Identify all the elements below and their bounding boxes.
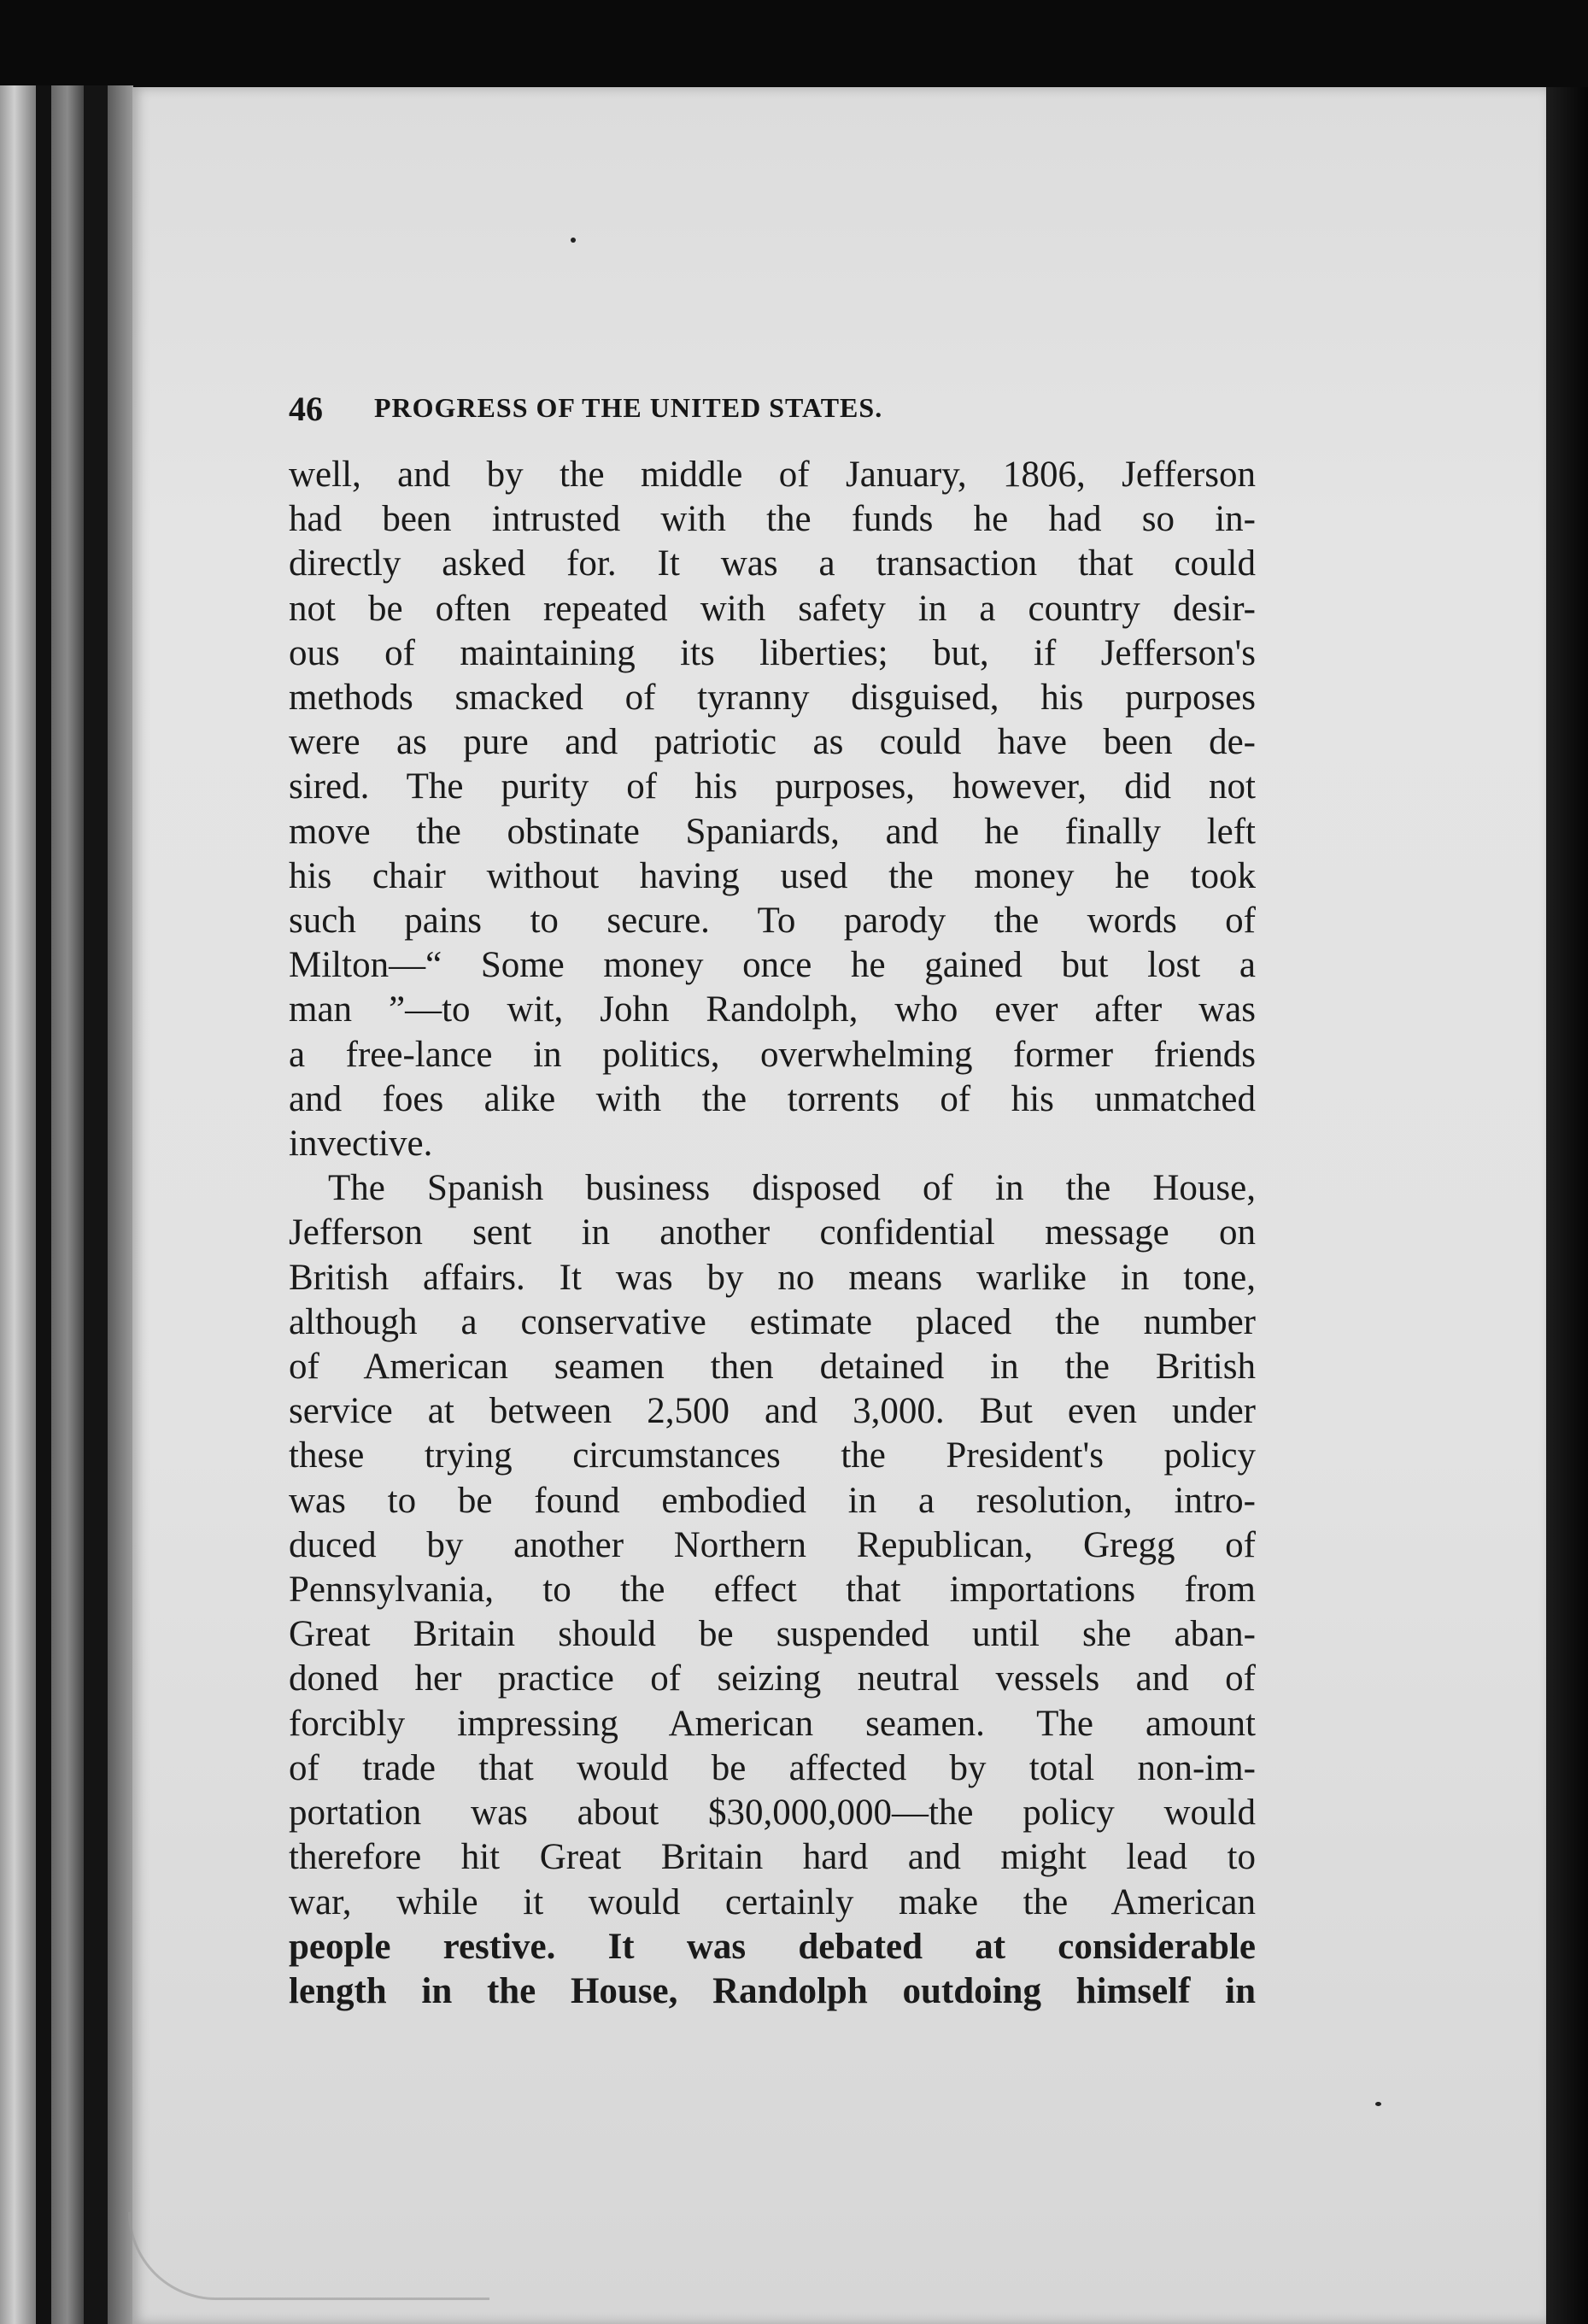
text-line: doned her practice of seizing neutral vessels and of: [289, 1658, 1256, 1699]
text-line: although a conservative estimate placed the number: [289, 1301, 1256, 1342]
text-line: were as pure and patriotic as could have been de-: [289, 722, 1256, 763]
page-number: 46: [289, 390, 323, 428]
text-line: was to be found embodied in a resolution, intro-: [289, 1480, 1256, 1521]
page-curl-mark: [128, 2212, 489, 2300]
text-line: a free-lance in politics, overwhelming former friends: [289, 1034, 1256, 1075]
text-line: The Spanish business disposed of in the House,: [328, 1168, 1256, 1209]
text-line: British affairs. It was by no means warlike in tone,: [289, 1257, 1256, 1298]
text-line: move the obstinate Spaniards, and he finally left: [289, 811, 1256, 852]
text-line: Pennsylvania, to the effect that importations from: [289, 1570, 1256, 1611]
text-line: ous of maintaining its liberties; but, if Jefferson's: [289, 632, 1256, 673]
book-edge-strip: [51, 85, 84, 2324]
text-line: such pains to secure. To parody the words of: [289, 901, 1256, 942]
text-line: his chair without having used the money he took: [289, 855, 1256, 896]
text-line: Jefferson sent in another confidential message on: [289, 1212, 1256, 1253]
running-head: PROGRESS OF THE UNITED STATES.: [374, 392, 883, 423]
text-line: and foes alike with the torrents of his unmatched: [289, 1078, 1256, 1119]
text-line: people restive. It was debated at considerable: [289, 1926, 1256, 1967]
text-line: methods smacked of tyranny disguised, his purposes: [289, 678, 1256, 719]
page-header: [289, 389, 1254, 440]
right-page-edge: [1546, 87, 1588, 2324]
book-edge-strip: [108, 85, 133, 2324]
text-line: length in the House, Randolph outdoing himself in: [289, 1970, 1256, 2011]
text-line: of trade that would be affected by total non-im-: [289, 1747, 1256, 1788]
scan-speck: [571, 238, 576, 243]
text-line: forcibly impressing American seamen. The amount: [289, 1703, 1256, 1744]
text-line: portation was about $30,000,000—the policy would: [289, 1793, 1256, 1834]
text-line: Milton—“ Some money once he gained but lost a: [289, 945, 1256, 986]
paragraph: [289, 453, 1256, 1166]
text-line: man ”—to wit, John Randolph, who ever after was: [289, 989, 1256, 1030]
body-text: [289, 453, 1256, 2014]
text-line: directly asked for. It was a transaction that could: [289, 543, 1256, 584]
scan-speck: [1375, 2102, 1381, 2106]
text-line: not be often repeated with safety in a country desir-: [289, 588, 1256, 629]
text-line: war, while it would certainly make the American: [289, 1881, 1256, 1922]
text-line: of American seamen then detained in the British: [289, 1347, 1256, 1388]
text-line: these trying circumstances the President's policy: [289, 1435, 1256, 1476]
text-line: duced by another Northern Republican, Gregg of: [289, 1524, 1256, 1565]
paragraph: [289, 1166, 1256, 2014]
book-edge-strip: [84, 85, 108, 2324]
text-line: well, and by the middle of January, 1806, Jefferson: [289, 455, 1256, 495]
book-edge-strip: [0, 85, 36, 2324]
text-line: therefore hit Great Britain hard and might lead to: [289, 1837, 1256, 1878]
text-line: sired. The purity of his purposes, however, did not: [289, 766, 1256, 807]
text-line: service at between 2,500 and 3,000. But even under: [289, 1391, 1256, 1432]
text-line: invective.: [289, 1124, 433, 1165]
text-line: had been intrusted with the funds he had so in-: [289, 499, 1256, 540]
book-edge-strip: [36, 85, 51, 2324]
text-line: Great Britain should be suspended until she aban-: [289, 1614, 1256, 1655]
